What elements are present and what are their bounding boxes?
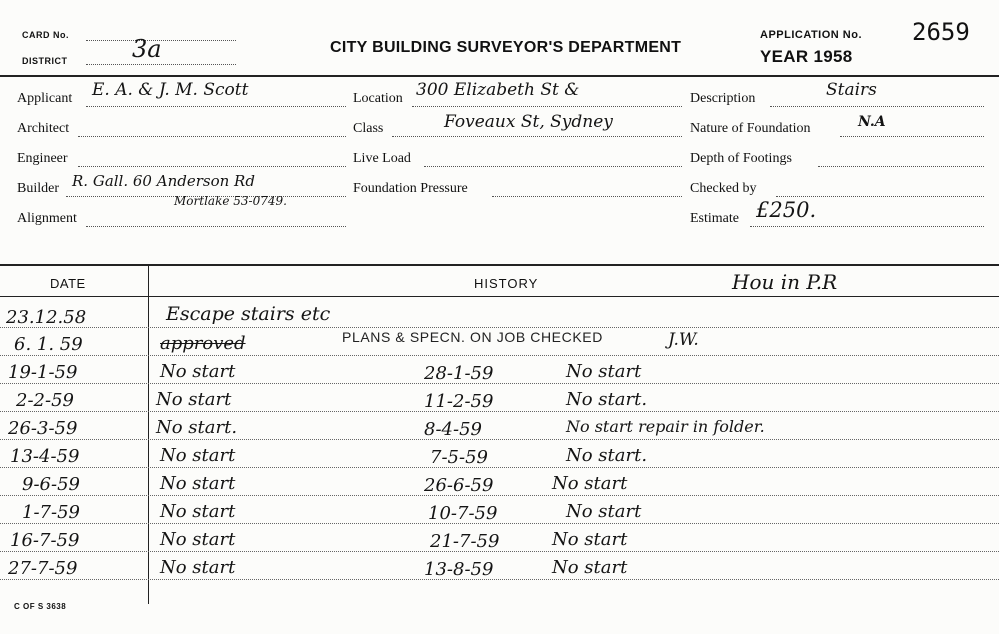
engineer-line [78,166,346,167]
header-divider [0,75,999,77]
nature-of-foundation-line [840,136,984,137]
history-row-date: 1-7-59 [22,502,80,523]
history-row-entry: No start [160,529,236,550]
history-rule [0,579,999,580]
history-rule [0,327,999,328]
applicant-line [86,106,346,107]
history-row-entry: No start [160,557,236,578]
history-row-date-2: 11-2-59 [424,391,494,412]
history-row-date: 9-6-59 [22,474,80,495]
architect-line [78,136,346,137]
alignment-line [86,226,346,227]
history-row-initials: J.W. [668,330,699,350]
history-rule [0,383,999,384]
form-code: C OF S 3638 [14,602,67,611]
history-row-date: 19-1-59 [8,362,78,383]
history-row-entry-2: No start repair in folder. [566,417,765,436]
estimate-value: £250. [756,198,817,222]
history-row-entry: No start [160,361,236,382]
history-row-date-2: 28-1-59 [424,363,494,384]
history-rule [0,439,999,440]
checked-by-label: Checked by [690,181,757,196]
nature-of-foundation-label: Nature of Foundation [690,121,811,136]
builder-label: Builder [17,181,59,196]
location-label: Location [353,91,403,106]
department-title: CITY BUILDING SURVEYOR'S DEPARTMENT [330,39,682,56]
depth-of-footings-label: Depth of Footings [690,151,792,166]
history-row-entry: No start. [156,417,238,438]
history-row-entry-2: No start. [566,445,648,466]
history-rule [0,523,999,524]
applicant-label: Applicant [17,91,73,106]
date-column-header: DATE [50,276,86,291]
foundation-pressure-label: Foundation Pressure [353,181,468,196]
history-rule [0,411,999,412]
plans-checked-stamp: PLANS & SPECN. ON JOB CHECKED [342,329,603,345]
history-rule [0,467,999,468]
card-no-label: CARD No. [22,30,69,40]
history-row-date: 26-3-59 [8,418,78,439]
location-line [412,106,682,107]
history-row-entry: No start [160,445,236,466]
description-line [770,106,984,107]
history-row-date-2: 8-4-59 [424,419,482,440]
alignment-label: Alignment [17,211,77,226]
history-row-entry: approved [160,333,246,354]
foundation-pressure-line [492,196,682,197]
history-row-date: 16-7-59 [10,530,80,551]
history-row-entry: No start [160,501,236,522]
history-rule [0,551,999,552]
history-top-rule [0,264,999,266]
class-line [392,136,682,137]
history-row-entry: No start [160,473,236,494]
live-load-line [424,166,682,167]
history-row-date-2: 21-7-59 [430,531,500,552]
district-label: DISTRICT [22,56,68,66]
checked-by-line [776,196,984,197]
estimate-line [750,226,984,227]
history-row-date-2: 7-5-59 [430,447,488,468]
history-header-rule [0,296,999,297]
engineer-label: Engineer [17,151,68,166]
history-row-entry-2: No start [566,361,642,382]
nature-of-foundation-value: N.A [858,114,886,130]
class-label: Class [353,121,384,136]
history-rule [0,495,999,496]
history-row-date-2: 13-8-59 [424,559,494,580]
history-row-date: 27-7-59 [8,558,78,579]
architect-label: Architect [17,121,70,136]
application-label: APPLICATION No. [760,29,863,41]
estimate-label: Estimate [690,211,739,226]
history-row-entry-2: No start [552,473,628,494]
history-column-header: HISTORY [474,276,539,291]
applicant-value: E. A. & J. M. Scott [92,80,249,100]
history-row-date-2: 26-6-59 [424,475,494,496]
history-row-date: 6. 1. 59 [14,334,83,355]
history-row-entry-2: No start [552,557,628,578]
history-row-date: 23.12.58 [6,307,87,328]
history-column-divider [148,264,149,604]
history-row-date: 2-2-59 [16,390,74,411]
description-value: Stairs [826,80,877,100]
history-row-date: 13-4-59 [10,446,80,467]
year-label: YEAR 1958 [760,47,853,66]
history-row-entry: Escape stairs etc [166,303,331,325]
history-note: Hou in P.R [732,270,838,294]
history-row-entry: No start [156,389,232,410]
history-row-entry-2: No start. [566,389,648,410]
live-load-label: Live Load [353,151,411,166]
history-rule [0,355,999,356]
builder-value: R. Gall. 60 Anderson Rd [72,172,255,190]
district-line [86,64,236,65]
application-number: 2659 [912,18,970,46]
builder-value-2: Mortlake 53-0749. [174,194,287,208]
class-value: Foveaux St, Sydney [444,112,613,132]
history-row-date-2: 10-7-59 [428,503,498,524]
location-value: 300 Elizabeth St & [416,80,580,100]
description-label: Description [690,91,756,106]
depth-of-footings-line [818,166,984,167]
history-row-entry-2: No start [566,501,642,522]
history-row-entry-2: No start [552,529,628,550]
district-value: 3a [132,35,162,63]
